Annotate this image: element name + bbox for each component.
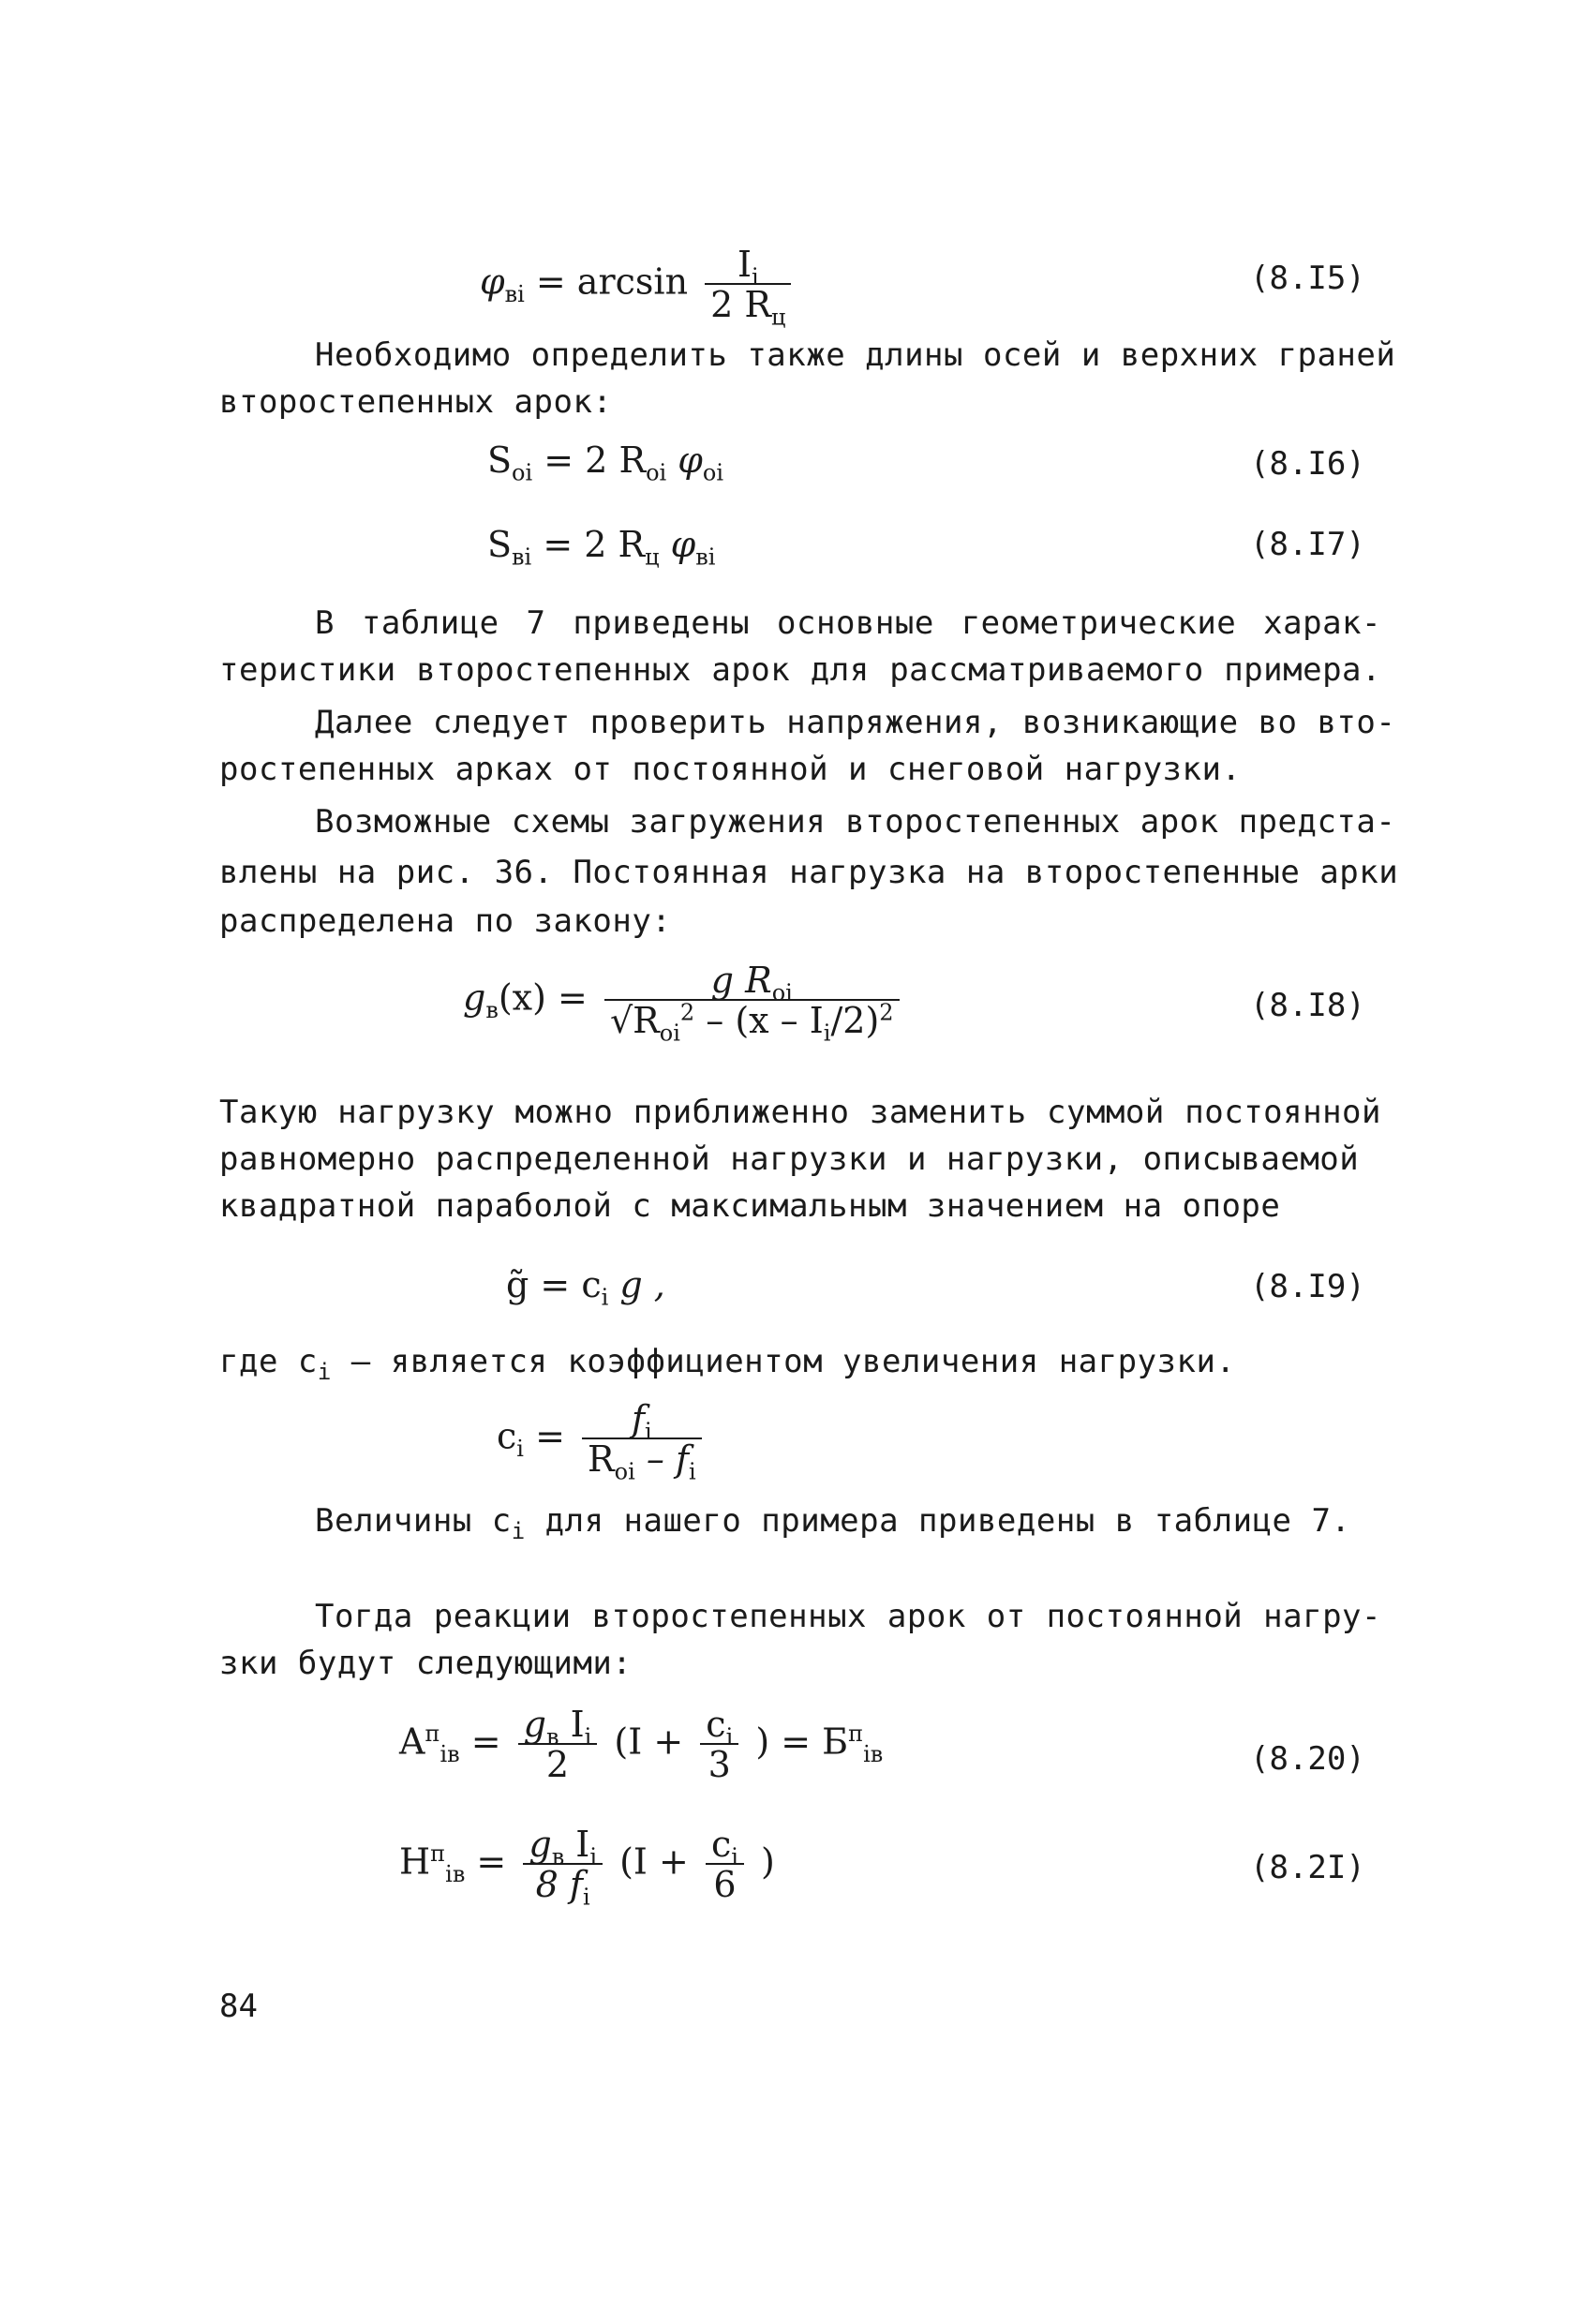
paragraph-line: Такую нагрузку можно приближенно заменить суммой постоянной	[219, 1094, 1381, 1131]
formula-8-20: $A^п_{iв}$ = $\frac{g_в I_i}{2}$ (I + $\frac{c_i}{3}$ ) = $Б^п_{iв}$	[399, 1704, 884, 1785]
paragraph-line: ростепенных арках от постоянной и снеговой нагрузки.	[219, 751, 1242, 788]
paragraph-line: распределена по закону:	[219, 902, 672, 940]
paragraph-line: где $c_i$ – является коэффициентом увеличения нагрузки.	[219, 1343, 1236, 1385]
formula-8-16: $S_{oi} = 2$ $R_{oi}$ $\varphi_{oi}$	[487, 439, 724, 486]
paragraph-line: второстепенных арок:	[219, 383, 613, 421]
formula-ci: $c_i$ = $\frac{f_i}{R_{oi} - f_i}$	[497, 1400, 708, 1479]
paragraph-line: влены на рис. 36. Постоянная нагрузка на второстепенные арки	[219, 854, 1399, 891]
paragraph-line: В таблице 7 приведены основные геометрические харак-	[315, 604, 1381, 642]
formula-8-18: $g_в(x)$ = $\frac{g R_{oi}}{√R_{oi}^2 - (x - I_i/2)^2}$	[463, 961, 905, 1040]
page-number: 84	[219, 1988, 258, 2025]
paragraph-line: зки будут следующими:	[219, 1645, 633, 1682]
equation-number-8-17: (8.I7)	[1250, 526, 1365, 563]
paragraph-line: квадратной параболой с максимальным значением на опоре	[219, 1187, 1281, 1225]
paragraph-line: Величины $c_i$ для нашего примера приведены в таблице 7.	[315, 1502, 1351, 1544]
paragraph-line: Возможные схемы загружения второстепенных арок предста-	[315, 803, 1396, 841]
equation-number-8-18: (8.I8)	[1250, 987, 1365, 1024]
paragraph-line: Далее следует проверить напряжения, возникающие во вто-	[315, 704, 1396, 741]
formula-8-17: $S_{вi} = 2$ $R_ц$ $\varphi_{вi}$	[487, 524, 716, 571]
equation-number-8-20: (8.20)	[1250, 1740, 1365, 1778]
equation-number-8-19: (8.I9)	[1250, 1268, 1365, 1305]
equation-number-8-21: (8.2I)	[1250, 1849, 1365, 1886]
formula-8-15: $\varphi_{вi} = \arcsin$ $\frac{I_i}{2 R_ц}$	[480, 246, 797, 324]
paragraph-line: теристики второстепенных арок для рассматриваемого примера.	[219, 651, 1381, 689]
formula-8-21: $H^п_{iв}$ = $\frac{g_в I_i}{8 f_i}$ (I + $\frac{c_i}{6}$ )	[399, 1824, 775, 1911]
paragraph-line: Необходимо определить также длины осей и верхних граней	[315, 336, 1396, 374]
paragraph-line: равномерно распределенной нагрузки и нагрузки, описываемой	[219, 1140, 1360, 1178]
equation-number-8-15: (8.I5)	[1250, 260, 1365, 297]
paragraph-line: Тогда реакции второстепенных арок от постоянной нагру-	[315, 1598, 1381, 1635]
formula-8-19: g̃ = $c_i$ g ,	[506, 1264, 665, 1311]
equation-number-8-16: (8.I6)	[1250, 445, 1365, 483]
